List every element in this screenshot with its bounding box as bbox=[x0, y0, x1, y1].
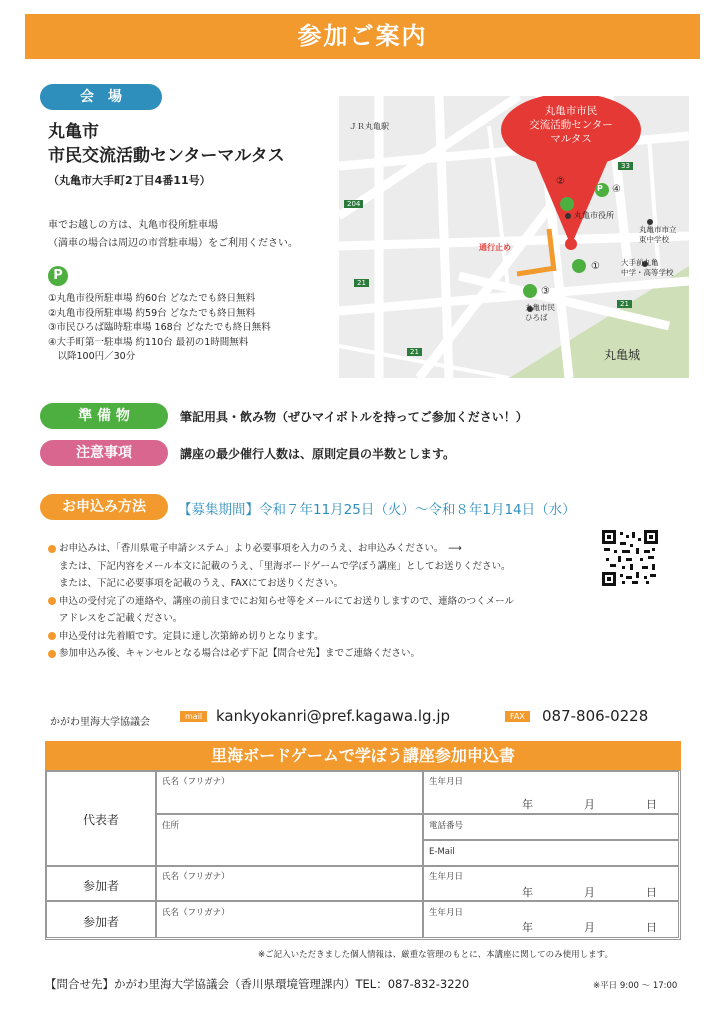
plaza-label-1: 丸亀市民 bbox=[525, 303, 555, 312]
callout-line-3: マルタス bbox=[550, 133, 592, 145]
notes-label: 注意事項 bbox=[40, 440, 168, 466]
application-form bbox=[45, 770, 681, 940]
route-204-sign: 204 bbox=[344, 200, 363, 208]
apply-period-text: 令和７年11月25日（火）～令和８年1月14日（水） bbox=[259, 502, 576, 518]
apply-line-4 bbox=[48, 593, 588, 611]
plaza-label bbox=[525, 303, 555, 323]
rep-phone-label: 電話番号 bbox=[429, 821, 464, 831]
page-title: 参加ご案内 bbox=[25, 14, 700, 59]
plaza-label-2: ひろば bbox=[525, 313, 548, 322]
map-callout bbox=[501, 104, 641, 146]
fax-label: FAX bbox=[505, 711, 530, 722]
route-21-sign-a: 21 bbox=[354, 279, 369, 287]
map-parking-4: ④ bbox=[612, 184, 621, 195]
venue-name-line2: 市民交流活動センターマルタス bbox=[48, 146, 285, 166]
venue-marker bbox=[565, 238, 577, 250]
apply-line-2: または、下記内容をメール本文に記載のうえ、「里海ボードゲームで学ぼう講座」としてお送りください。 bbox=[59, 560, 511, 572]
rep-email-field[interactable] bbox=[423, 840, 679, 866]
apply-line-3: または、下記に必要事項を記載のうえ、FAXにてお送りください。 bbox=[59, 578, 344, 589]
participant2-month: 月 bbox=[584, 921, 595, 934]
parking-note-1: 車でお越しの方は、丸亀市役所駐車場 bbox=[48, 220, 218, 231]
participant1-birth-label: 生年月日 bbox=[429, 872, 464, 882]
apply-line-6-text: 申込受付は先着順です。定員に達し次第締め切りとなります。 bbox=[59, 630, 324, 642]
contact-mail[interactable]: kankyokanri@pref.kagawa.lg.jp bbox=[216, 707, 451, 725]
rep-label: 代表者 bbox=[82, 813, 119, 827]
apply-line-1-text: お申込みは、「香川県電子申請システム」より必要事項を入力のうえ、お申込みください。 ⟶ bbox=[59, 543, 462, 554]
rep-day: 日 bbox=[646, 798, 657, 811]
callout-line-2: 交流活動センター bbox=[529, 119, 613, 131]
rep-birth-label: 生年月日 bbox=[429, 777, 464, 787]
map-parking-3: ③ bbox=[541, 286, 550, 297]
rep-month: 月 bbox=[584, 798, 595, 811]
rep-email-label: E-Mail bbox=[429, 847, 455, 857]
castle-label: 丸亀城 bbox=[604, 348, 641, 362]
venue-map bbox=[339, 96, 689, 378]
city-hall-label: 丸亀市役所 bbox=[574, 211, 614, 220]
no-entry-label: 通行止め bbox=[479, 243, 511, 252]
apply-line-6 bbox=[48, 628, 588, 646]
parking-list bbox=[48, 292, 338, 365]
participant1-year: 年 bbox=[522, 886, 533, 899]
apply-line-7-text: 参加申込み後、キャンセルとなる場合は必ず下記【問合せ先】までご連絡ください。 bbox=[59, 648, 421, 659]
participant2-name-label: 氏名（フリガナ） bbox=[162, 908, 230, 918]
rep-address-field[interactable] bbox=[156, 814, 423, 866]
contact-fax: 087-806-0228 bbox=[542, 707, 649, 725]
apply-line-4-text: 申込の受付完了の連絡や、講座の前日までにお知らせ等をメールにてお送りしますので、連絡のつくメール bbox=[59, 595, 514, 607]
highschool-label-2: 中学・高等学校 bbox=[621, 268, 674, 277]
map-parking-2: ② bbox=[556, 176, 565, 187]
footer-hours: ※平日 9:00 ～ 17:00 bbox=[593, 981, 678, 991]
rep-name-label: 氏名（フリガナ） bbox=[162, 777, 230, 787]
callout-line-1: 丸亀市市民 bbox=[544, 105, 598, 117]
participant2-label: 参加者 bbox=[82, 915, 119, 929]
school-label-2: 東中学校 bbox=[639, 235, 669, 244]
contact-org: かがわ里海大学協議会 bbox=[50, 717, 150, 728]
participant1-name-label: 氏名（フリガナ） bbox=[162, 872, 230, 882]
parking-icon: P bbox=[48, 266, 68, 286]
venue-label: 会 場 bbox=[40, 84, 162, 110]
route-21-sign-c: 21 bbox=[617, 300, 632, 308]
participant1-day: 日 bbox=[646, 886, 657, 899]
participant2-birth-label: 生年月日 bbox=[429, 908, 464, 918]
apply-line-7 bbox=[48, 645, 588, 663]
parking-item-1: ①丸亀市役所駐車場 約60台 どなたでも終日無料 bbox=[48, 293, 256, 304]
apply-period-label: 【募集期間】 bbox=[178, 502, 259, 518]
rep-year: 年 bbox=[522, 798, 533, 811]
qr-code[interactable] bbox=[602, 530, 658, 586]
participant2-year: 年 bbox=[522, 921, 533, 934]
map-parking-4-icon: P bbox=[597, 184, 603, 193]
highschool-label bbox=[621, 258, 674, 278]
qr-code-graphic bbox=[602, 530, 658, 586]
mail-label: mail bbox=[180, 711, 207, 722]
apply-instructions bbox=[48, 540, 588, 663]
parking-note-2: （満車の場合は周辺の市営駐車場）をご利用ください。 bbox=[48, 238, 298, 249]
map-parking-1: ① bbox=[591, 261, 600, 272]
school-label bbox=[639, 225, 677, 245]
highschool-label-1: 大手前丸亀 bbox=[621, 258, 659, 267]
parking-item-3: ③市民ひろば臨時駐車場 168台 どなたでも終日無料 bbox=[48, 322, 271, 333]
notes-text: 講座の最少催行人数は、原則定員の半数とします。 bbox=[180, 447, 456, 461]
items-label: 準 備 物 bbox=[40, 403, 168, 429]
jr-station-label: ＪＲ丸亀駅 bbox=[349, 122, 389, 131]
apply-period bbox=[178, 498, 576, 518]
apply-line-1 bbox=[48, 540, 588, 558]
parking-item-4-note: 以降100円／30分 bbox=[48, 351, 136, 362]
route-33-sign: 33 bbox=[618, 162, 633, 170]
apply-label: お申込み方法 bbox=[40, 494, 168, 520]
apply-line-5: アドレスをご記載ください。 bbox=[59, 613, 183, 624]
participant1-month: 月 bbox=[584, 886, 595, 899]
privacy-note: ※ご記入いただきました個人情報は、厳重な管理のもとに、本講座に関してのみ使用します。 bbox=[258, 950, 613, 960]
parking-item-4: ④大手町第一駐車場 約110台 最初の1時間無料 bbox=[48, 336, 249, 348]
participant1-label: 参加者 bbox=[82, 879, 119, 893]
participant2-day: 日 bbox=[646, 921, 657, 934]
venue-address: （丸亀市大手町2丁目4番11号） bbox=[48, 174, 211, 187]
rep-address-label: 住所 bbox=[162, 821, 180, 831]
footer-inquiry: 【問合せ先】かがわ里海大学協議会（香川県環境管理課内）TEL：087-832-3220 bbox=[45, 977, 470, 991]
items-text: 筆記用具・飲み物（ぜひマイボトルを持ってご参加ください！） bbox=[180, 410, 528, 424]
venue-name-line1: 丸亀市 bbox=[48, 122, 99, 142]
form-title: 里海ボードゲームで学ぼう講座参加申込書 bbox=[45, 741, 681, 770]
parking-item-2: ②丸亀市役所駐車場 約59台 どなたでも終日無料 bbox=[48, 307, 256, 319]
route-21-sign-b: 21 bbox=[407, 348, 422, 356]
school-label-1: 丸亀市市立 bbox=[639, 225, 677, 234]
